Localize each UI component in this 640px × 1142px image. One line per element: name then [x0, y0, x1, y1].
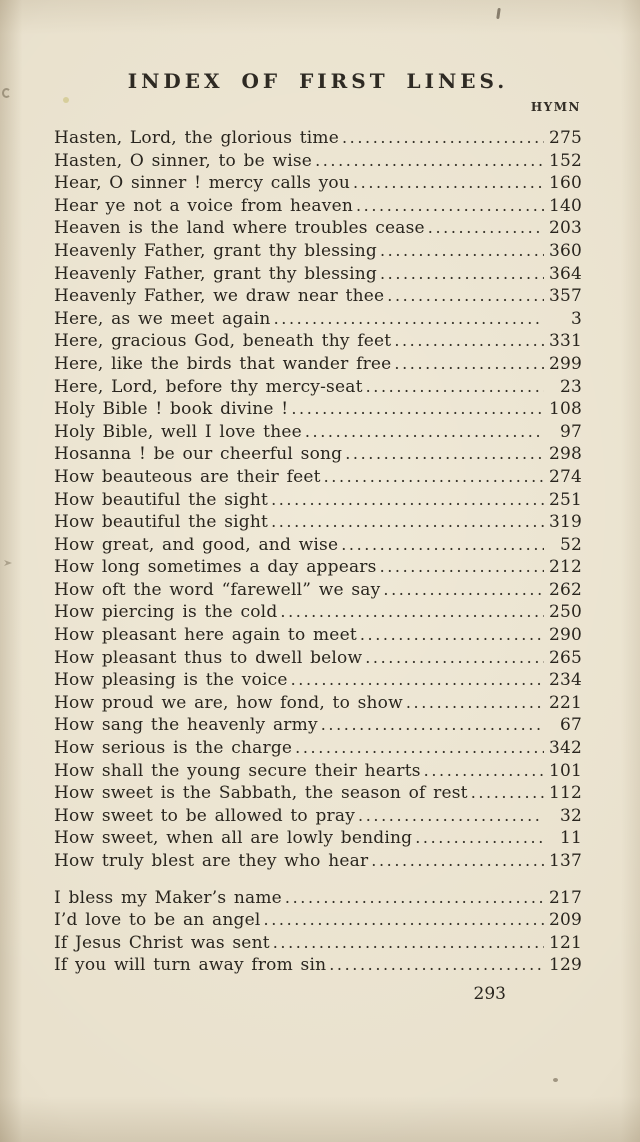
entry-first-line: How pleasing is the voice	[54, 670, 288, 691]
entry-first-line: How sweet is the Sabbath, the season of rest	[54, 783, 468, 804]
index-entry	[54, 127, 582, 150]
entry-first-line: Heavenly Father, grant thy blessing	[54, 263, 377, 284]
dot-leader	[264, 909, 544, 932]
entry-first-line: How great, and good, and wise	[54, 534, 339, 555]
index-entry	[54, 714, 582, 737]
index-entry	[54, 534, 582, 557]
dot-leader	[271, 511, 544, 534]
entry-first-line: Holy Bible, well I love thee	[54, 421, 302, 442]
hymn-number: 360	[548, 240, 582, 261]
dot-leader	[428, 217, 544, 240]
hymn-number: 129	[548, 955, 582, 976]
index-entry	[54, 263, 582, 286]
entry-first-line: Hasten, O sinner, to be wise	[54, 150, 313, 171]
entry-first-line: How beautiful the sight	[54, 512, 269, 533]
index-entry	[54, 669, 582, 692]
hymn-number: 217	[548, 887, 582, 908]
hymn-number: 265	[548, 647, 582, 668]
index-entry	[54, 601, 582, 624]
dot-leader	[360, 624, 544, 647]
index-entry	[54, 556, 582, 579]
entry-first-line: Hear, O sinner ! mercy calls you	[54, 173, 350, 194]
index-entry	[54, 805, 582, 828]
dot-leader	[424, 760, 544, 783]
hymn-number: 364	[548, 263, 582, 284]
entry-first-line: Holy Bible ! book divine !	[54, 399, 289, 420]
hymn-number: 160	[548, 173, 582, 194]
entry-first-line: How truly blest are they who hear	[54, 851, 369, 871]
hymn-number: 108	[548, 399, 582, 420]
index-entry	[54, 376, 582, 399]
hymn-number: 331	[548, 331, 582, 352]
dot-leader	[291, 669, 544, 692]
hymn-number: 137	[548, 851, 582, 871]
page-number: 293	[473, 983, 506, 1004]
dot-leader	[380, 240, 544, 263]
dot-leader	[365, 647, 544, 670]
entry-first-line: Here, as we meet again	[54, 308, 271, 329]
hymn-number: 298	[548, 444, 582, 465]
hymn-number: 101	[548, 760, 582, 781]
hymn-number: 209	[548, 910, 582, 931]
index-entry	[54, 489, 582, 512]
entry-first-line: How shall the young secure their hearts	[54, 760, 421, 781]
dot-leader	[394, 330, 544, 353]
entry-first-line: How beauteous are their feet	[54, 466, 321, 487]
entry-first-line: I bless my Maker’s name	[54, 887, 282, 908]
index-entry	[54, 887, 582, 910]
dot-leader	[371, 850, 544, 873]
dot-leader	[271, 489, 544, 512]
index-entry	[54, 647, 582, 670]
index-entry	[54, 850, 582, 873]
dot-leader	[406, 692, 544, 715]
page-content	[54, 0, 582, 1006]
dot-leader	[394, 353, 544, 376]
hymn-number: 11	[559, 828, 582, 849]
dot-leader	[321, 714, 544, 737]
dot-leader	[273, 932, 544, 955]
hymn-number: 3	[570, 308, 582, 329]
entry-first-line: How pleasant here again to meet	[54, 625, 357, 646]
dot-leader	[274, 308, 544, 331]
index-entry	[54, 172, 582, 195]
index-entry	[54, 511, 582, 534]
hymn-number: 152	[548, 150, 582, 171]
dot-leader	[345, 443, 544, 466]
hymn-number: 32	[559, 805, 582, 826]
entry-first-line: How pleasant thus to dwell below	[54, 647, 363, 668]
scan-artifact	[4, 560, 12, 566]
index-entry	[54, 353, 582, 376]
hymn-number: 251	[548, 489, 582, 510]
entry-first-line: Hosanna ! be our cheerful song	[54, 444, 343, 465]
hymn-number: 262	[548, 579, 582, 600]
hymn-number: 112	[548, 783, 582, 804]
hymn-number: 342	[548, 738, 582, 759]
index-entry	[54, 692, 582, 715]
index-entry	[54, 954, 582, 977]
entry-first-line: Here, gracious God, beneath thy feet	[54, 331, 392, 352]
index-entry	[54, 421, 582, 444]
index-entry	[54, 624, 582, 647]
entry-first-line: How proud we are, how fond, to show	[54, 692, 403, 713]
entry-first-line: How sweet, when all are lowly bending	[54, 828, 413, 849]
entry-first-line: How beautiful the sight	[54, 489, 269, 510]
index-entry	[54, 782, 582, 805]
hymn-number: 212	[548, 557, 582, 578]
dot-leader	[291, 398, 544, 421]
dot-leader	[387, 285, 544, 308]
index-entry	[54, 466, 582, 489]
dot-leader	[353, 172, 544, 195]
entry-first-line: I’d love to be an angel	[54, 910, 261, 931]
dot-leader	[305, 421, 544, 444]
entry-first-line: Heaven is the land where troubles cease	[54, 218, 425, 239]
entry-first-line: How long sometimes a day appears	[54, 557, 377, 578]
index-entry	[54, 398, 582, 421]
hymn-number: 52	[559, 534, 582, 555]
entry-first-line: How oft the word “farewell” we say	[54, 579, 381, 600]
entry-first-line: Heavenly Father, we draw near thee	[54, 286, 385, 307]
index-entry	[54, 308, 582, 331]
entry-first-line: How sweet to be allowed to pray	[54, 805, 356, 826]
hymn-number: 274	[548, 466, 582, 487]
index-entry	[54, 579, 582, 602]
hymn-number: 275	[548, 128, 582, 148]
index-section	[54, 127, 582, 873]
dot-leader	[415, 827, 544, 850]
entry-first-line: Hasten, Lord, the glorious time	[54, 128, 339, 148]
hymn-number: 250	[548, 602, 582, 623]
index-entry	[54, 330, 582, 353]
hymn-number: 121	[548, 932, 582, 953]
dot-leader	[315, 150, 544, 173]
index-entry	[54, 150, 582, 173]
dot-leader	[356, 195, 544, 218]
index-entry	[54, 737, 582, 760]
entry-first-line: If you will turn away from sin	[54, 955, 327, 976]
entry-first-line: Here, like the birds that wander free	[54, 353, 392, 374]
index-section	[54, 887, 582, 977]
dot-leader	[383, 579, 544, 602]
hymn-number: 203	[548, 218, 582, 239]
hymn-number: 234	[548, 670, 582, 691]
page-title: INDEX OF FIRST LINES.	[127, 69, 509, 93]
hymn-column-header: HYMN	[530, 100, 581, 114]
index-entry	[54, 195, 582, 218]
hymn-number: 290	[548, 625, 582, 646]
hymn-number: 140	[548, 195, 582, 216]
index-list	[54, 127, 582, 977]
index-entry	[54, 760, 582, 783]
dot-leader	[341, 534, 544, 557]
entry-first-line: How sang the heavenly army	[54, 715, 318, 736]
entry-first-line: If Jesus Christ was sent	[54, 932, 270, 953]
entry-first-line: Hear ye not a voice from heaven	[54, 195, 353, 216]
hymn-number: 319	[548, 512, 582, 533]
hymn-number: 23	[559, 376, 582, 397]
dot-leader	[280, 601, 544, 624]
dot-leader	[380, 556, 544, 579]
scan-artifact	[553, 1078, 558, 1082]
entry-first-line: Heavenly Father, grant thy blessing	[54, 240, 377, 261]
entry-first-line: How piercing is the cold	[54, 602, 278, 623]
dot-leader	[342, 127, 544, 150]
dot-leader	[366, 376, 544, 399]
dot-leader	[471, 782, 544, 805]
dot-leader	[285, 887, 544, 910]
dot-leader	[324, 466, 544, 489]
hymn-number: 357	[548, 286, 582, 307]
dot-leader	[358, 805, 544, 828]
dot-leader	[380, 263, 544, 286]
hymn-number: 97	[559, 421, 582, 442]
index-entry	[54, 827, 582, 850]
index-entry	[54, 217, 582, 240]
hymn-number: 67	[559, 715, 582, 736]
scan-artifact	[2, 88, 11, 98]
hymn-number: 299	[548, 353, 582, 374]
index-entry	[54, 240, 582, 263]
index-entry	[54, 443, 582, 466]
index-entry	[54, 909, 582, 932]
dot-leader	[295, 737, 544, 760]
index-entry	[54, 285, 582, 308]
entry-first-line: Here, Lord, before thy mercy-seat	[54, 376, 363, 397]
entry-first-line: How serious is the charge	[54, 738, 293, 759]
dot-leader	[329, 954, 544, 977]
index-entry	[54, 932, 582, 955]
hymn-number: 221	[548, 692, 582, 713]
